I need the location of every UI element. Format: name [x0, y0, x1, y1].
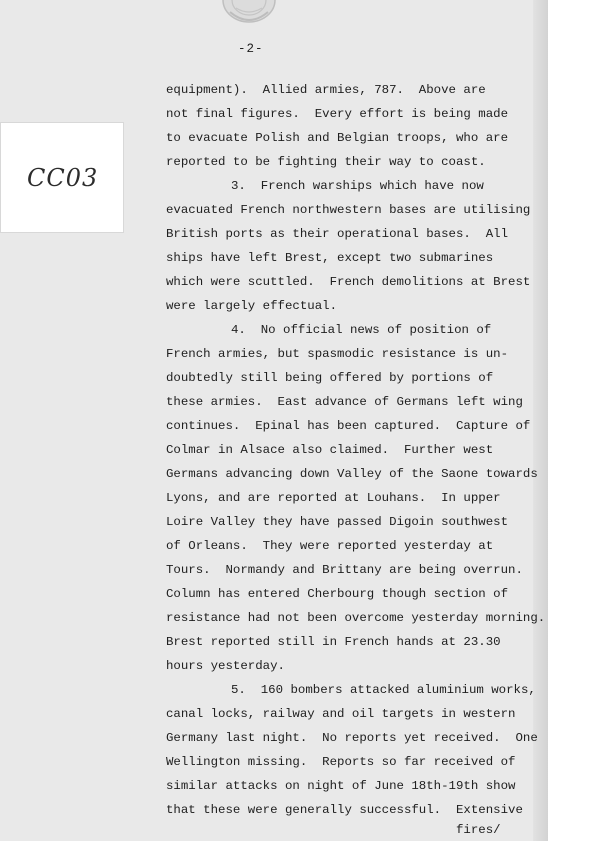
text-line: 5. 160 bombers attacked aluminium works,	[231, 683, 536, 697]
text-line: Column has entered Cherbourg though section of	[166, 587, 509, 601]
text-line: canal locks, railway and oil targets in western	[166, 707, 516, 721]
text-line: Wellington missing. Reports so far received of	[166, 755, 516, 769]
text-line: doubtedly still being offered by portions of	[166, 371, 494, 385]
text-line: these armies. East advance of Germans left wing	[166, 395, 523, 409]
text-line: that these were generally successful. Extensive	[166, 803, 523, 817]
text-line: Germany last night. No reports yet received. One	[166, 731, 538, 745]
catchword: fires/	[456, 823, 501, 837]
text-line: reported to be fighting their way to coast.	[166, 155, 486, 169]
text-line: equipment). Allied armies, 787. Above are	[166, 83, 486, 97]
text-line: continues. Epinal has been captured. Capture of	[166, 419, 531, 433]
text-line: 3. French warships which have now	[231, 179, 484, 193]
text-line: Tours. Normandy and Brittany are being overrun.	[166, 563, 523, 577]
text-line: Colmar in Alsace also claimed. Further west	[166, 443, 494, 457]
text-line: resistance had not been overcome yesterday morning.	[166, 611, 546, 625]
page-number: -2-	[238, 42, 264, 56]
text-line: not final figures. Every effort is being made	[166, 107, 509, 121]
text-line: Brest reported still in French hands at 23.30	[166, 635, 501, 649]
text-line: to evacuate Polish and Belgian troops, who are	[166, 131, 509, 145]
text-line: were largely effectual.	[166, 299, 338, 313]
text-line: French armies, but spasmodic resistance is un-	[166, 347, 509, 361]
text-line: evacuated French northwestern bases are utilising	[166, 203, 531, 217]
text-line: Germans advancing down Valley of the Saone towards	[166, 467, 538, 481]
text-line: which were scuttled. French demolitions at Brest	[166, 275, 531, 289]
text-line: ships have left Brest, except two submarines	[166, 251, 494, 265]
text-line: British ports as their operational bases. All	[166, 227, 509, 241]
file-tag-code: CC03	[27, 164, 99, 192]
text-line: Loire Valley they have passed Digoin southwest	[166, 515, 509, 529]
text-line: similar attacks on night of June 18th-19th show	[166, 779, 516, 793]
text-line: 4. No official news of position of	[231, 323, 492, 337]
text-line: Lyons, and are reported at Louhans. In upper	[166, 491, 501, 505]
text-line: of Orleans. They were reported yesterday at	[166, 539, 494, 553]
text-line: hours yesterday.	[166, 659, 285, 673]
